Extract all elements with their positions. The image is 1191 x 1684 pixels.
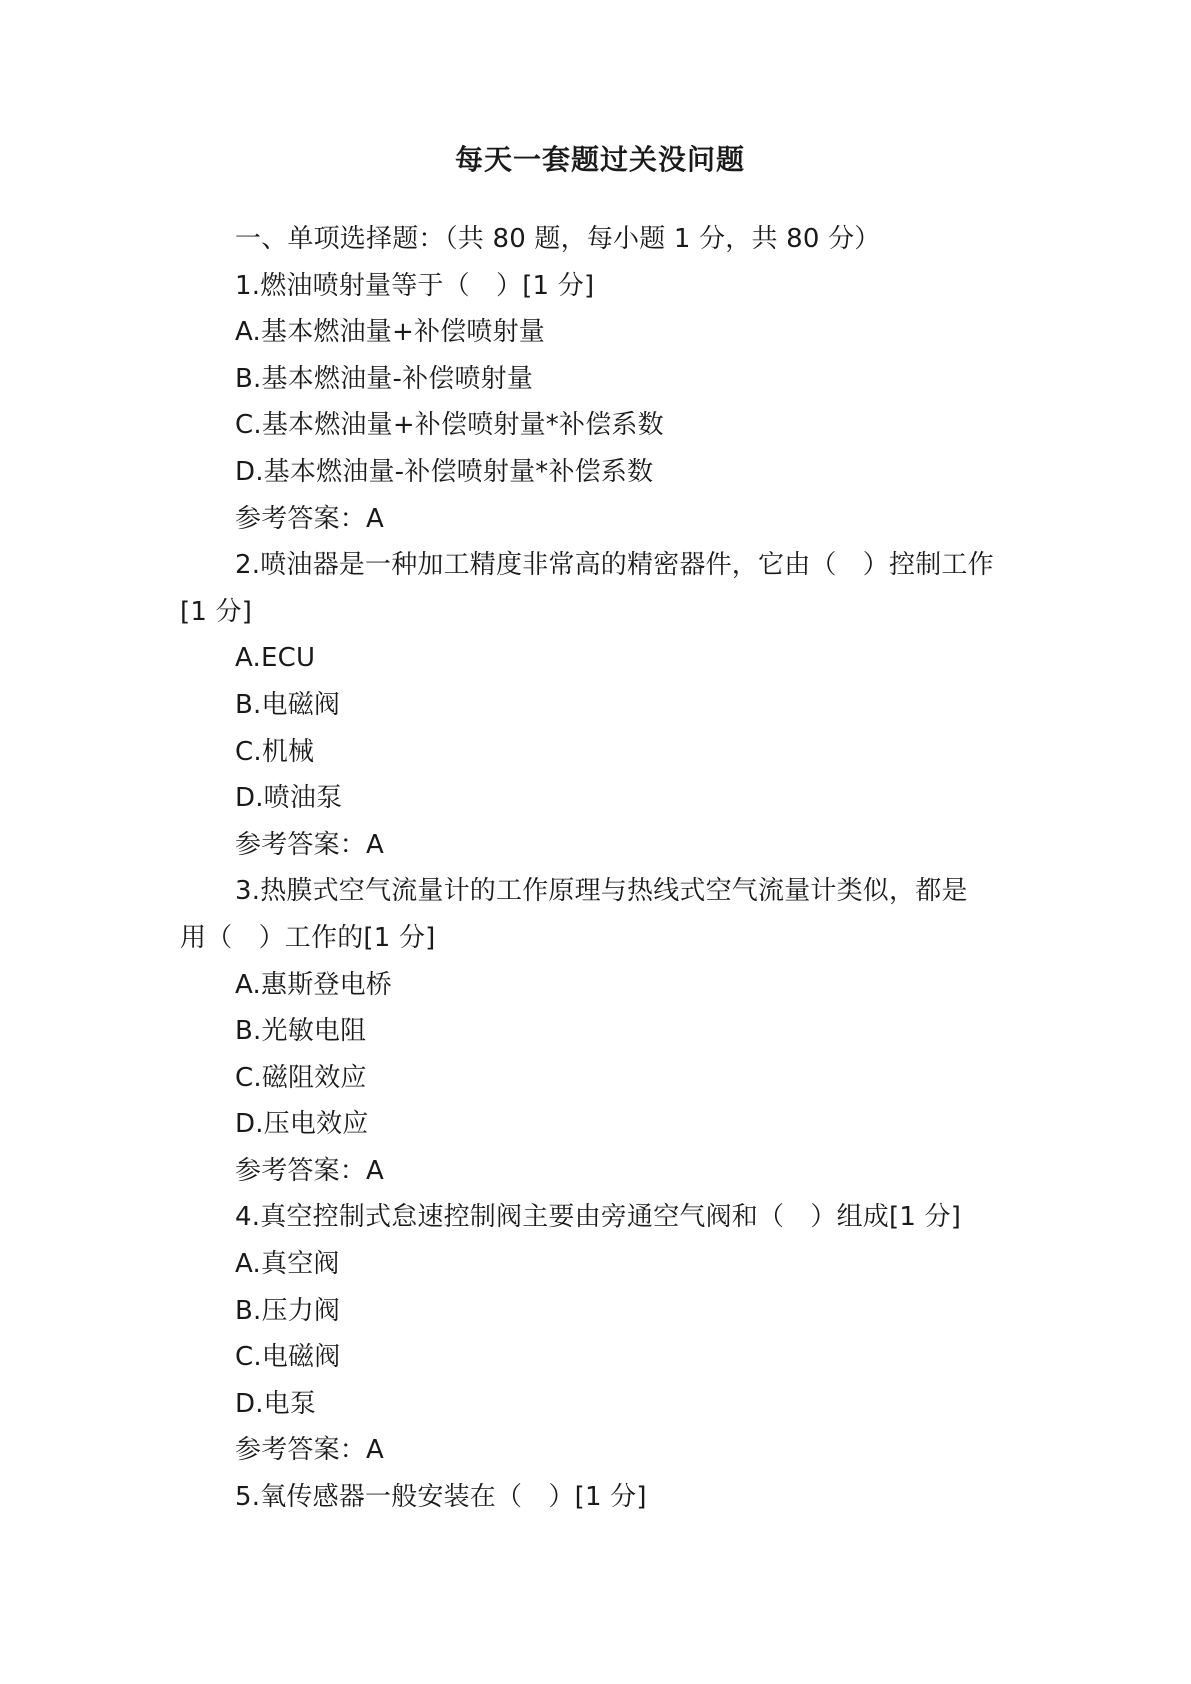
reference-answer — [180, 1148, 1020, 1195]
question-1 — [180, 263, 1020, 543]
option-a: A.基本燃油量+补偿喷射量 — [235, 317, 545, 348]
option-a: A.ECU — [235, 643, 316, 674]
question-stem-continued: [1 分] — [180, 596, 253, 627]
option-d: D.压电效应 — [235, 1109, 369, 1140]
answer-label: 参考答案： — [235, 1155, 367, 1186]
option-d: D.喷油泵 — [235, 783, 343, 814]
question-stem-continued: 用（ ）工作的[1 分] — [180, 922, 436, 953]
option-a: A.真空阀 — [235, 1249, 340, 1280]
answer-value: A — [366, 1155, 385, 1186]
option-c: C.电磁阀 — [235, 1342, 341, 1373]
question-2 — [180, 542, 1020, 868]
answer-label: 参考答案： — [235, 829, 367, 860]
option-b: B.压力阀 — [235, 1295, 341, 1326]
answer-label: 参考答案： — [235, 1435, 367, 1466]
question-stem: 2.喷油器是一种加工精度非常高的精密器件，它由（ ）控制工作 — [235, 550, 994, 581]
option-d: D.基本燃油量-补偿喷射量*补偿系数 — [235, 456, 654, 487]
answer-label: 参考答案： — [235, 503, 367, 534]
reference-answer — [180, 496, 1020, 543]
question-4 — [180, 1194, 1020, 1474]
question-stem: 3.热膜式空气流量计的工作原理与热线式空气流量计类似，都是 — [235, 876, 968, 907]
option-c: C.基本燃油量+补偿喷射量*补偿系数 — [235, 410, 664, 441]
document-body — [180, 216, 1020, 1521]
option-b: B.基本燃油量-补偿喷射量 — [235, 363, 534, 394]
question-5 — [180, 1474, 1020, 1521]
page-title: 每天一套题过关没问题 — [454, 143, 745, 176]
answer-value: A — [366, 503, 385, 534]
answer-value: A — [366, 1435, 385, 1466]
option-c: C.机械 — [235, 736, 315, 767]
question-stem: 5.氧传感器一般安装在（ ）[1 分] — [235, 1482, 647, 1513]
reference-answer — [180, 1427, 1020, 1474]
option-b: B.光敏电阻 — [235, 1016, 367, 1047]
reference-answer — [180, 822, 1020, 869]
option-c: C.磁阻效应 — [235, 1062, 367, 1093]
option-d: D.电泵 — [235, 1388, 317, 1419]
question-stem: 1.燃油喷射量等于（ ）[1 分] — [235, 270, 595, 301]
option-a: A.惠斯登电桥 — [235, 969, 392, 1000]
question-stem: 4.真空控制式怠速控制阀主要由旁通空气阀和（ ）组成[1 分] — [235, 1202, 962, 1233]
question-3 — [180, 868, 1020, 1194]
section-heading: 一、单项选择题：（共 80 题，每小题 1 分，共 80 分） — [235, 224, 881, 254]
document-page — [180, 0, 1020, 1684]
option-b: B.电磁阀 — [235, 689, 341, 720]
answer-value: A — [366, 829, 385, 860]
